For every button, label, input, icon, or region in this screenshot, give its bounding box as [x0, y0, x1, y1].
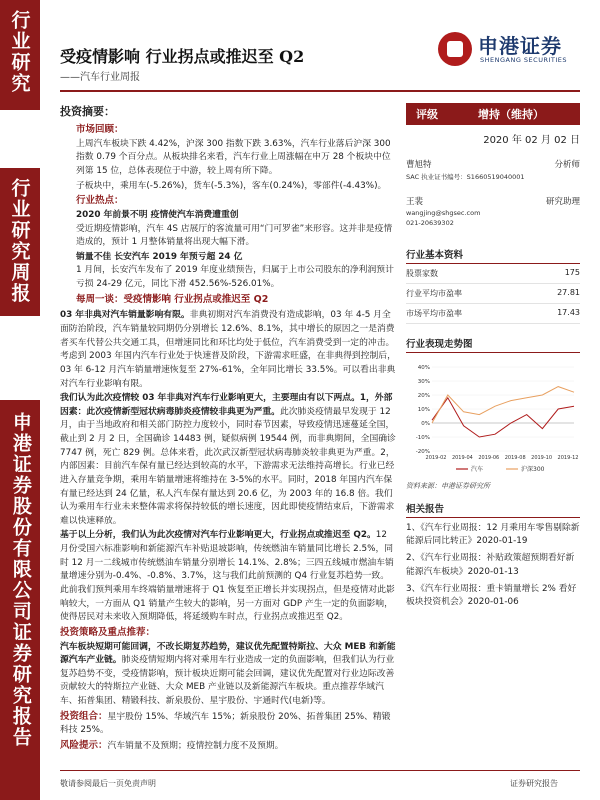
sidebar-block-industry-research [0, 0, 40, 110]
assistant-name: 王裴 [406, 197, 424, 207]
trend-chart-title: 行业表现走势图 [406, 336, 580, 353]
chart-source: 资料来源：申港证券研究所 [406, 482, 490, 490]
footer-divider [60, 770, 580, 771]
para-3-heading: 基于以上分析，我们认为此次疫情对汽车行业影响更大，行业拐点或推迟至 Q2。 [60, 530, 376, 541]
sidebar-label-1: 行业研究 [8, 10, 31, 94]
y-tick-label: 20% [417, 393, 430, 399]
assistant-role: 研究助理 [545, 197, 580, 207]
para-1-heading: 03 年非典对汽车销量影响有限。 [60, 310, 190, 321]
report-date: 2020 年 02 月 02 日 [483, 135, 580, 146]
logo-text-cn: 申港证券 [478, 34, 562, 58]
analyst-sac: SAC 执业证书编号：S1660519040001 [406, 173, 525, 181]
basic-info-value: 17.43 [557, 308, 580, 317]
x-tick-label: 2019-06 [478, 455, 500, 461]
basic-info-title: 行业基本资料 [406, 247, 580, 264]
page-subtitle: ——汽车行业周报 [60, 72, 140, 83]
rating-value: 增持（维持） [478, 108, 544, 121]
series-line-1 [432, 387, 574, 423]
market-text: 上周汽车板块下跌 4.42%，沪深 300 指数下跌 3.63%，汽车行业落后沪深 300 指数 0.79 个百分点。从板块排名来看，汽车行业上周涨幅在申万 28 个板块中位列第 15 位，总体表现位于中游，较上周有所下降。 [76, 138, 391, 177]
trend-chart [406, 359, 580, 479]
basic-info-label: 股票家数 [406, 269, 438, 278]
related-reports-title: 相关报告 [406, 501, 580, 518]
hotspot-heading: 行业热点： [76, 195, 124, 207]
x-tick-label: 2019-08 [504, 455, 526, 461]
y-tick-label: -10% [415, 435, 430, 441]
para-1-text: 非典初期对汽车消费没有造成影响，03 年 4-5 月全面防治阶段，汽车销量较同期仍分别增长 12.6%、8.1%，其中增长的原因之一是消费者买车代替公共交通工具，但增速同比和环比均处于低位，汽车消费受到一定的冲击。考虑到 2003 年国内汽车行业处于快速普及阶段，下游需求旺盛，在非典得到控制后，03 年 6-12 月汽车销量增速恢复至 27%-61%，全年同比增长 33.5%。可以看出非典对汽车行业影响有限。 [60, 310, 396, 389]
risk-heading: 风险提示： [60, 740, 108, 752]
risk-text: 汽车销量不及预期；疫情控制力度不及预期。 [107, 741, 284, 752]
sidebar-block-weekly [0, 168, 40, 316]
basic-info-table [406, 264, 580, 324]
basic-info-row [406, 284, 580, 304]
strategy-heading: 投资策略及重点推荐： [60, 626, 156, 638]
para-2-heading: 我们认为此次疫情较 03 年非典对汽车行业影响更大，主要理由有以下两点。1，外部因素：此次疫情新型冠状病毒肺炎疫情较非典更为严重。 [60, 393, 393, 417]
para-3-text: 12 月份受国六标准影响和新能源汽车补贴退坡影响，传统燃油车销量同比增长 2.5%，同时 12 月一二线城市传统燃油车销量分别增长 14.1%、2.8%；三四五线城市燃油车销量增速分别为-0.4%、-0.8%、3.7%，这与我们此前预测的 Q4 行业复苏趋势一致。此前我们预判乘用车终端销量增速将于 Q1 恢复至正增长并实现拐点，但是疫情对此影响较大，一方面从 Q1 销量产生较大的影响，另一方面对 GDP 产生一定的负面影响，使得居民对未来收入预期降低，将延缓购车时点，行业拐点或推迟至 Q2。 [60, 530, 395, 623]
summary-column [60, 103, 396, 755]
sidebar-label-2: 行业研究周报 [8, 178, 31, 304]
y-tick-label: 0% [421, 421, 430, 427]
basic-info-label: 市场平均市盈率 [406, 309, 462, 318]
hotspot-2-text: 1 月间，长安汽车发布了 2019 年度业绩预告，归属于上市公司股东的净利润预计亏损 24-29 亿元，同比下滑 452.56%-526.01%。 [76, 265, 394, 290]
x-tick-label: 2019-04 [451, 455, 473, 461]
related-report-item[interactable]: 3、《汽车行业周报：重卡销量增长 2% 看好板块投资机会》2020-01-06 [406, 583, 577, 607]
market-heading: 市场回顾： [76, 124, 124, 136]
analyst-role: 分析师 [554, 160, 580, 170]
basic-info-row [406, 304, 580, 324]
brand-logo [438, 30, 598, 70]
sidebar-label-3: 申港证券股份有限公司证券研究报告 [9, 412, 32, 748]
related-report-item[interactable]: 1、《汽车行业周报：12 月乘用车零售剔除新能源后同比转正》2020-01-19 [406, 523, 580, 547]
strategy-text: 肺炎疫情短期内将对乘用车行业造成一定的负面影响，但我们认为行业复苏趋势不变，受疫情影响，预计板块近期可能会回调，建议优先配置对行业边际改善贡献较大的特斯拉产业链、大众 MEB 产业链以及新能源汽车板块。重点推荐华域汽车、拓普集团、精锻科技、新泉股份、星宇股份、宇通时代(电新)等。 [60, 655, 395, 707]
hotspot-1-heading: 2020 年前景不明 疫情使汽车消费遭重创 [76, 209, 239, 220]
assistant-email[interactable]: wangjing@shgsec.com [406, 209, 481, 217]
y-tick-label: 10% [417, 407, 430, 413]
para-2-text: 此次肺炎疫情最早发现于 12 月，由于当地政府和相关部门防控力度较小，同时春节因素，导致疫情迅速蔓延全国，截止到 2 月 2 日，全国确诊 14483 例，疑似病例 19544 例，而非典期间，全国确诊 7747 例，死亡 829 例。总体来看，此次武汉新型冠状病毒肺炎较非典更为严重。2，内部因素：目前汽车保有量已经达到较高的水平，下游需求无法维持高增长。行业已经进入存量竞争期，乘用车销量增速将维持在 3-5%的水平。同时，2018 年国内汽车保有量已经达到 24 亿量，私人汽车保有量达到 20.6 亿，为 2003 年的 16.8 倍。我们认为乘用车行业未来整体需求将保持较低的增长速度，因此即使疫情结束后，下游需求难以快速释放。 [60, 406, 396, 526]
subsector-text: 子板块中，乘用车(-5.26%)，货车(-5.3%)，客车(0.24%)，零部件(-4.43%)。 [76, 180, 387, 191]
basic-info-label: 行业平均市盈率 [406, 289, 462, 298]
legend-label: 汽车 [471, 466, 484, 473]
rating-bar [406, 103, 580, 125]
trend-chart-svg [406, 359, 580, 479]
logo-text-en: SHENGANG SECURITIES [480, 56, 568, 64]
strategy-bold: 汽车板块短期可能回调，不改长期复苏趋势，建议优先配置特斯拉、大众 MEB 和新能源汽车产业链。 [60, 641, 396, 666]
rating-label: 评级 [416, 108, 438, 121]
basic-info-value: 175 [564, 268, 580, 277]
logo-mark-icon [438, 32, 472, 66]
x-tick-label: 2019-02 [425, 455, 447, 461]
sidebar-block-company [0, 400, 40, 800]
basic-info-row [406, 264, 580, 284]
portfolio-heading: 投资组合： [60, 710, 108, 722]
footer-label: 证券研究报告 [510, 779, 558, 788]
page-title: 受疫情影响 行业拐点或推迟至 Q2 [60, 47, 305, 66]
y-tick-label: 30% [417, 379, 430, 385]
related-reports-list [406, 522, 580, 609]
hotspot-2-heading: 销量不佳 长安汽车 2019 年预亏超 24 亿 [76, 251, 243, 262]
y-tick-label: -20% [415, 449, 430, 455]
footer-disclaimer: 敬请参阅最后一页免责声明 [60, 779, 156, 788]
sidebar [0, 0, 40, 800]
related-report-item[interactable]: 2、《汽车行业周报：补贴政策超预期看好新能源汽车板块》2020-01-13 [406, 553, 575, 577]
legend-label: 沪深300 [521, 466, 545, 473]
analyst-name: 曹旭特 [406, 160, 432, 170]
portfolio-text: 星宇股份 15%、华域汽车 15%；新泉股份 20%、拓普集团 25%、精锻科技 25%。 [60, 711, 391, 736]
weekly-heading: 每周一谈：受疫情影响 行业拐点或推迟至 Q2 [76, 293, 269, 305]
basic-info-value: 27.81 [557, 288, 580, 297]
assistant-phone: 021-20639302 [406, 219, 454, 227]
header-divider [60, 90, 580, 92]
summary-heading: 投资摘要： [60, 105, 115, 118]
x-tick-label: 2019-12 [557, 455, 579, 461]
y-tick-label: 40% [417, 365, 430, 371]
x-tick-label: 2019-10 [531, 455, 553, 461]
info-column [406, 103, 580, 609]
hotspot-1-text: 受近期疫情影响，汽车 4S 店展厅的客流量可用“门可罗雀”来形容。这并非是疫情造成的，预计 1 月整体销量将出现大幅下滑。 [76, 223, 393, 248]
